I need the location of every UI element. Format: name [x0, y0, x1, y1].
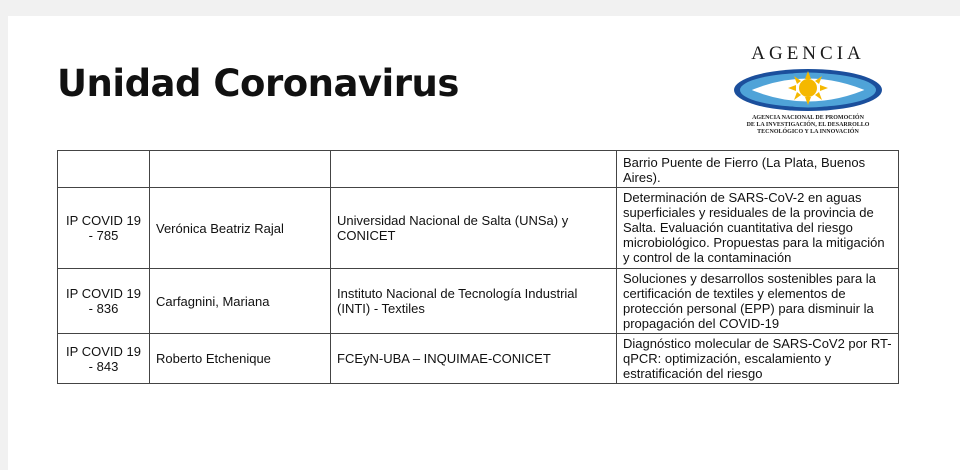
institution-cell: Instituto Nacional de Tecnología Industrial (INTI) - Textiles	[331, 269, 617, 334]
page-title: Unidad Coronavirus	[57, 62, 459, 105]
description-cell: Diagnóstico molecular de SARS-CoV2 por RT-qPCR: optimización, escalamiento y estratificación del riesgo	[617, 334, 899, 384]
table-row	[58, 188, 899, 269]
researcher-cell: Carfagnini, Mariana	[150, 269, 331, 334]
table-row	[58, 334, 899, 384]
logo-subtitle-line3: TECNOLÓGICO Y LA INNOVACIÓN	[757, 129, 859, 135]
description-cell: Soluciones y desarrollos sostenibles para la certificación de textiles y elementos de protección personal (EPP) para disminuir la propagación del COVID-19	[617, 269, 899, 334]
agencia-logo	[728, 43, 888, 153]
institution-cell	[331, 151, 617, 188]
logo-subtitle	[728, 115, 888, 136]
researcher-cell	[150, 151, 331, 188]
project-code-cell: IP COVID 19 - 843	[58, 334, 150, 384]
projects-table	[57, 150, 899, 384]
table-row	[58, 269, 899, 334]
institution-cell: Universidad Nacional de Salta (UNSa) y CONICET	[331, 188, 617, 269]
sun-emblem-icon	[730, 67, 886, 113]
researcher-cell: Verónica Beatriz Rajal	[150, 188, 331, 269]
project-code-cell	[58, 151, 150, 188]
researcher-cell: Roberto Etchenique	[150, 334, 331, 384]
description-cell: Barrio Puente de Fierro (La Plata, Buenos Aires).	[617, 151, 899, 188]
table-row	[58, 151, 899, 188]
logo-wordmark: AGENCIA	[751, 43, 865, 64]
project-code-cell: IP COVID 19 - 836	[58, 269, 150, 334]
description-cell: Determinación de SARS-CoV-2 en aguas superficiales y residuales de la provincia de Salta. Evaluación cuantitativa del riesgo microbiológico. Propuestas para la mitigación y control de la contaminación	[617, 188, 899, 269]
logo-subtitle-line2: DE LA INVESTIGACIÓN, EL DESARROLLO	[746, 122, 870, 128]
institution-cell: FCEyN-UBA – INQUIMAE-CONICET	[331, 334, 617, 384]
logo-subtitle-line1: AGENCIA NACIONAL DE PROMOCIÓN	[752, 115, 864, 121]
project-code-cell: IP COVID 19 - 785	[58, 188, 150, 269]
